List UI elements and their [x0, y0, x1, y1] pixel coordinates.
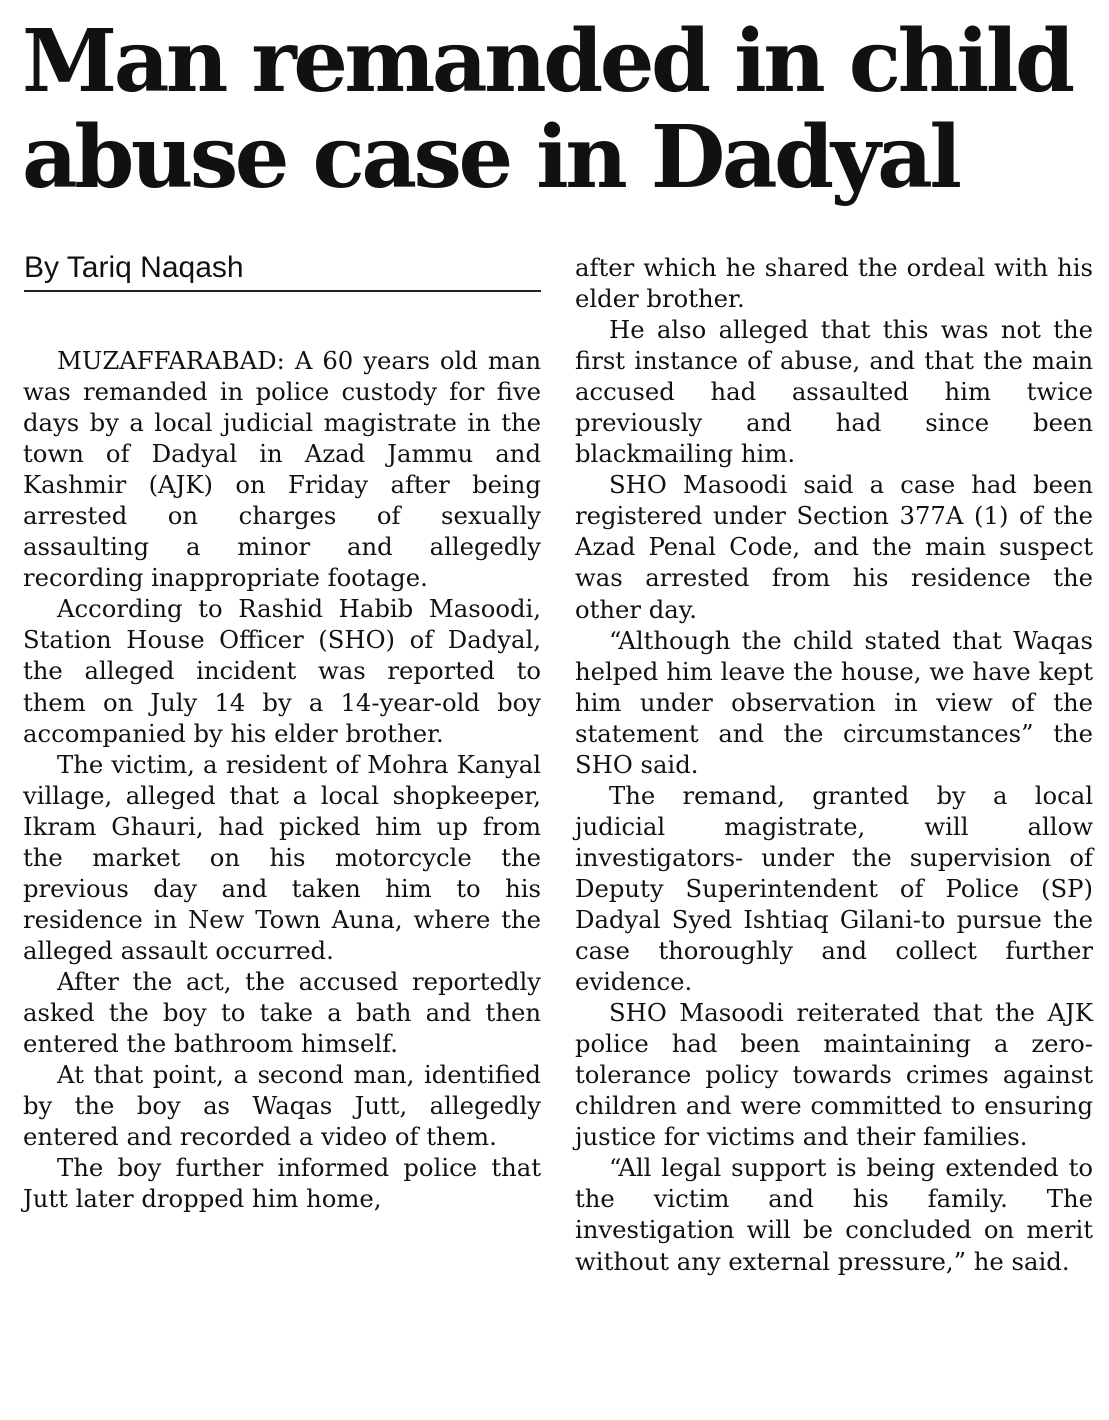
- paragraph: At that point, a second man, identified by the boy as Waqas Jutt, allegedly entered and recorded a video of them.: [23, 1060, 541, 1152]
- paragraph: After the act, the accused reportedly asked the boy to take a bath and then entered the bathroom himself.: [23, 966, 541, 1059]
- paragraph: According to Rashid Habib Masoodi, Station House Officer (SHO) of Dadyal, the alleged incident was reported to them on July 14 by a 14-year-old boy accompanied by his elder brother.: [23, 594, 541, 748]
- paragraph: The boy further informed police that Jutt later dropped him home,: [23, 1153, 541, 1214]
- paragraph: SHO Masoodi reiterated that the AJK police had been maintaining a zero-tolerance policy towards crimes against children and were committed to ensuring justice for victims and their families.: [575, 998, 1093, 1152]
- paragraph: He also alleged that this was not the first instance of abuse, and that the main accused had assaulted him twice previously and had since been blackmailing him.: [575, 315, 1093, 469]
- headline: Man remanded in child abuse case in Dadyal: [22, 11, 1072, 208]
- paragraph: MUZAFFARABAD: A 60 years old man was remanded in police custody for five days by a local judicial magistrate in the town of Dadyal in Azad Jammu and Kashmir (AJK) on Friday after being arrested on charges of sexually assaulting a minor and allegedly recording inappropriate footage.: [23, 346, 541, 593]
- article-column-right: [575, 252, 1093, 1277]
- paragraph: The victim, a resident of Mohra Kanyal village, alleged that a local shopkeeper, Ikram Ghauri, had picked him up from the market on his motorcycle the previous day and taken him to his residence in New Town Auna, where the alleged assault occurred.: [23, 749, 541, 965]
- paragraph: “All legal support is being extended to the victim and his family. The investigation will be concluded on merit without any external pressure,” he said.: [575, 1153, 1093, 1276]
- paragraph: “Although the child stated that Waqas helped him leave the house, we have kept him under observation in view of the statement and the circumstances” the SHO said.: [575, 625, 1093, 779]
- paragraph-continuation: after which he shared the ordeal with his elder brother.: [575, 253, 1093, 314]
- paragraph: The remand, granted by a local judicial magistrate, will allow investigators- under the supervision of Deputy Superintendent of Police (SP) Dadyal Syed Ishtiaq Gilani-to pursue the case thoroughly and collect further evidence.: [575, 780, 1093, 997]
- paragraph: SHO Masoodi said a case had been registered under Section 377A (1) of the Azad Penal Code, and the main suspect was arrested from his residence the other day.: [575, 470, 1093, 624]
- byline: By Tariq Naqash: [24, 246, 541, 292]
- article-column-left: [23, 345, 541, 1214]
